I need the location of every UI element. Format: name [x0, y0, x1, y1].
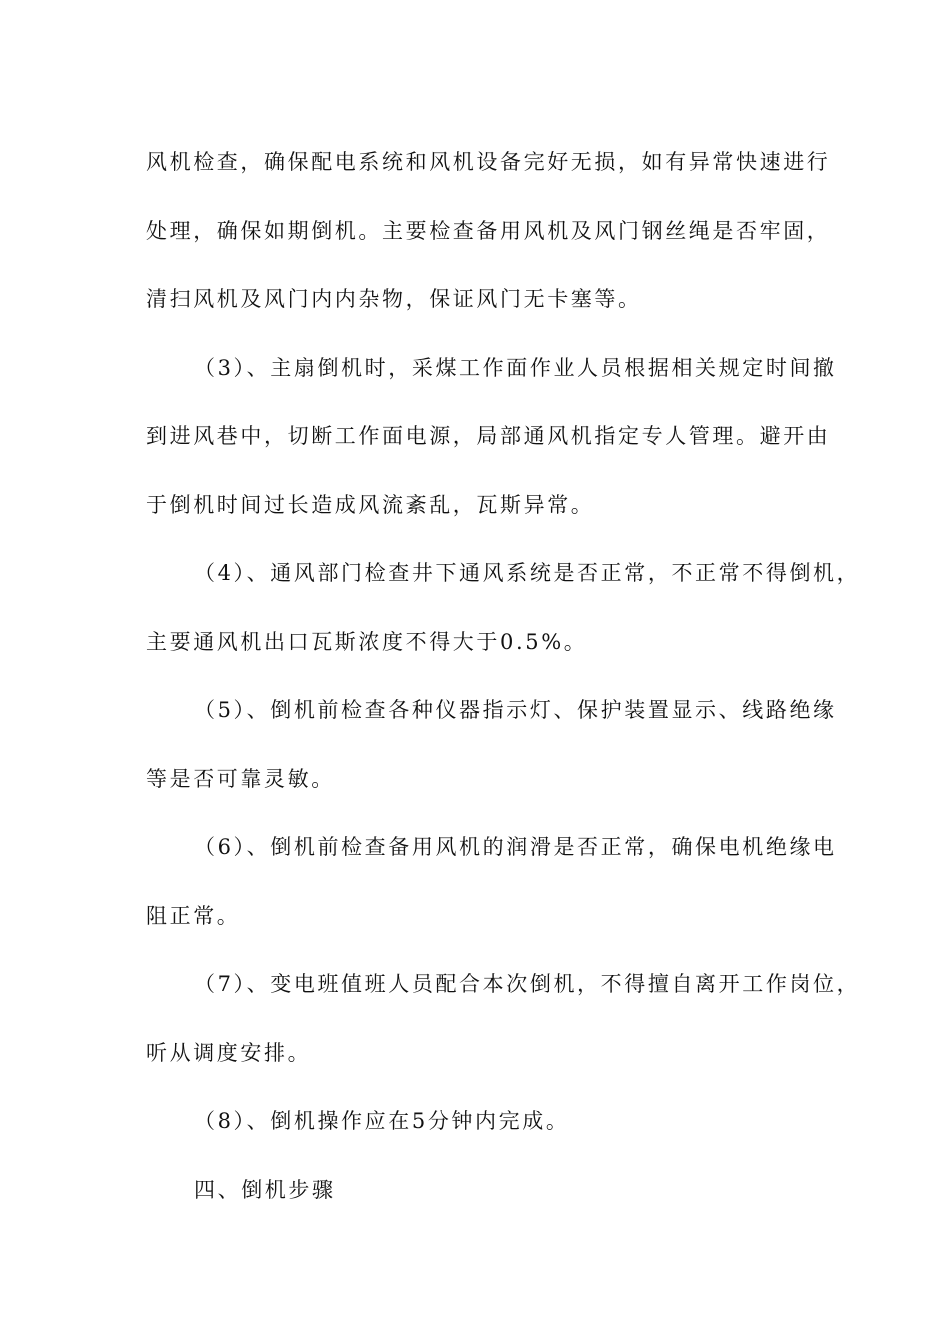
list-item-5-line: （5）、倒机前检查各种仪器指示灯、保护装置显示、线路绝缘	[194, 698, 837, 722]
text-line: 风机检查，确保配电系统和风机设备完好无损，如有异常快速进行	[146, 150, 831, 174]
list-item-3-line: （3）、主扇倒机时，采煤工作面作业人员根据相关规定时间撤	[194, 355, 837, 380]
list-item-8-line: （8）、倒机操作应在5分钟内完成。	[194, 1109, 570, 1133]
text-line: 听从调度安排。	[146, 1040, 312, 1065]
list-item-6-line: （6）、倒机前检查备用风机的润滑是否正常，确保电机绝缘电	[194, 835, 837, 859]
document-body	[146, 128, 861, 1224]
list-item-7-line: （7）、变电班值班人员配合本次倒机，不得擅自离开工作岗位，	[194, 972, 861, 996]
text-line: 于倒机时间过长造成风流紊乱，瓦斯异常。	[146, 492, 595, 517]
text-line: 清扫风机及风门内内杂物，保证风门无卡塞等。	[146, 287, 642, 311]
text-line: 等是否可靠灵敏。	[146, 766, 335, 791]
section-heading: 四、倒机步骤	[194, 1177, 336, 1202]
list-item-4-line: （4）、通风部门检查井下通风系统是否正常，不正常不得倒机，	[194, 561, 861, 585]
text-line: 阻正常。	[146, 903, 241, 928]
text-line: 处理，确保如期倒机。主要检查备用风机及风门钢丝绳是否牢固，	[146, 218, 831, 243]
text-line: 到进风巷中，切断工作面电源，局部通风机指定专人管理。避开由	[146, 424, 831, 448]
text-line: 主要通风机出口瓦斯浓度不得大于0.5%。	[146, 629, 588, 654]
